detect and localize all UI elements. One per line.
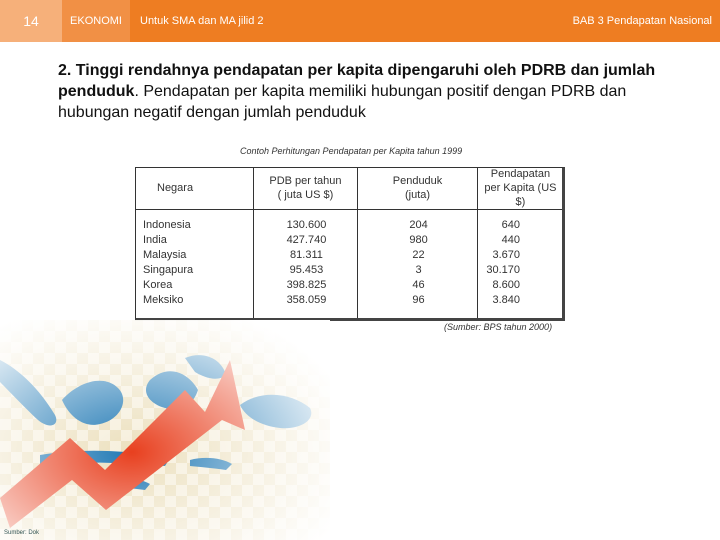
- cell: 81.311: [290, 249, 323, 261]
- cell: 3.670: [492, 249, 520, 261]
- fade-overlay: [0, 320, 330, 540]
- header-negara: Negara: [135, 167, 254, 210]
- cell: 980: [409, 234, 428, 246]
- cell: 640: [501, 219, 520, 231]
- cell: 204: [409, 219, 428, 231]
- cell: Korea: [143, 279, 173, 291]
- cell: 3.840: [492, 294, 520, 306]
- map-arrow-illustration: [0, 320, 330, 540]
- cell: 358.059: [286, 294, 327, 306]
- table-caption: Contoh Perhitungan Pendapatan per Kapita tahun 1999: [240, 146, 463, 156]
- book-title: Untuk SMA dan MA jilid 2: [140, 15, 264, 27]
- paragraph-normal: . Pendapatan per kapita memiliki hubungan positif dengan PDRB dan hubungan negatif dengan jumlah penduduk: [58, 83, 627, 121]
- cell: Meksiko: [143, 294, 184, 306]
- cell: Indonesia: [143, 219, 191, 231]
- col-penduduk: [357, 210, 478, 320]
- cell: India: [143, 234, 167, 246]
- col-pdb: [254, 210, 358, 320]
- page-number: 14: [0, 0, 62, 42]
- cell: 398.825: [286, 279, 327, 291]
- col-negara: [135, 210, 254, 320]
- cell: 130.600: [286, 219, 327, 231]
- cell: 30.170: [486, 264, 520, 276]
- table-body: [135, 210, 563, 320]
- header-pendapatan: Pendapatan per Kapita (US $): [478, 167, 563, 210]
- header-bar: [0, 0, 720, 42]
- header-pdb: PDB per tahun ( juta US $): [254, 167, 358, 210]
- cell: 46: [412, 279, 425, 291]
- illustration-caption: Sumber: Dok: [4, 530, 40, 536]
- col-pendapatan: [478, 210, 563, 320]
- chapter-title: BAB 3 Pendapatan Nasional: [572, 15, 712, 27]
- income-table: [135, 167, 563, 319]
- cell: 22: [412, 249, 425, 261]
- paragraph-bold: 2. Tinggi rendahnya pendapatan per kapita dipengaruhi oleh PDRB dan jumlah penduduk: [58, 62, 656, 100]
- subject-label: EKONOMI: [62, 0, 130, 42]
- cell: Singapura: [143, 264, 194, 276]
- cell: 96: [412, 294, 425, 306]
- cell: 440: [501, 234, 520, 246]
- table-header-row: [135, 167, 563, 210]
- table-source: (Sumber: BPS tahun 2000): [444, 322, 553, 332]
- body-paragraph: [58, 60, 668, 123]
- header-penduduk: Penduduk (juta): [357, 167, 478, 210]
- cell: 8.600: [492, 279, 520, 291]
- cell: Malaysia: [143, 249, 187, 261]
- cell: 3: [415, 264, 422, 276]
- cell: 427.740: [286, 234, 327, 246]
- cell: 95.453: [289, 264, 324, 276]
